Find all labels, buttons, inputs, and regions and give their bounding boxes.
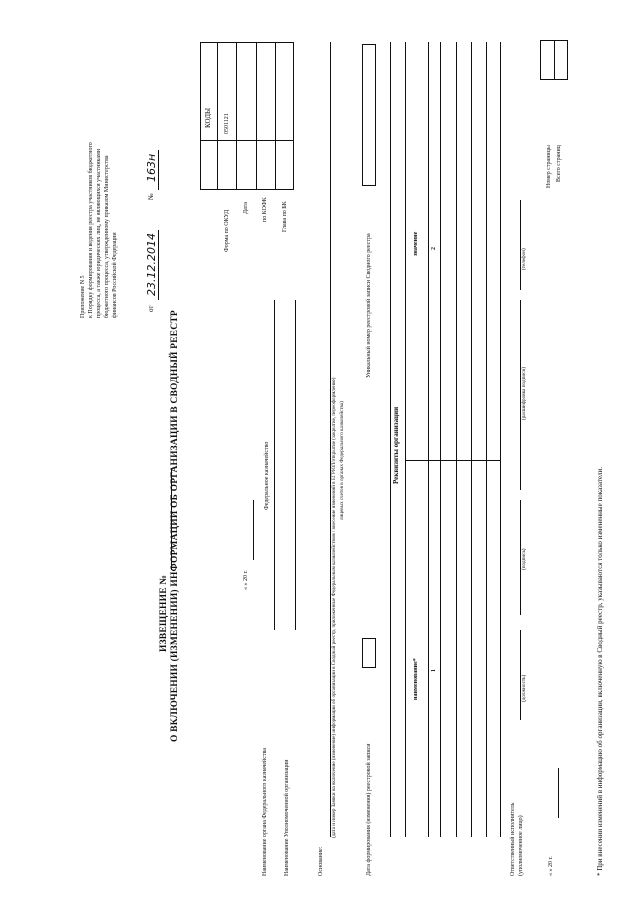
unique-number-label: Уникальный номер реестровой записи Сводного реестра xyxy=(366,233,372,378)
sig-signature: (подпись) xyxy=(521,548,527,570)
basis-label: Основание: xyxy=(318,846,324,876)
okud-label: Форма по ОКУД xyxy=(224,209,230,252)
basis-caption-1: (дата и номер Заявки на включение (изменение) информации об организации в Сводный реестр, приложенные Федеральным казначейством / внесение изменений в ЕГРЮЛ/открытие (закрытие, переоформление) xyxy=(331,377,337,838)
bottom-date: « » 20 г. xyxy=(548,856,554,876)
basis-caption-2: лицевых счетов в органах Федерального казначейства) xyxy=(339,401,345,520)
date-blank-underline xyxy=(253,500,254,560)
header-note-5: финансов Российской Федерации xyxy=(112,232,118,318)
table-group-header: Реквизиты организации xyxy=(392,406,400,484)
responsible-label-2: (уполномоченное лицо) xyxy=(518,815,524,876)
codes-box xyxy=(200,42,294,190)
date-blank: « » 20 г. xyxy=(243,570,249,590)
page-number-label: Номер страницы xyxy=(546,145,552,188)
responsible-label-1: Ответственный исполнитель xyxy=(510,802,516,876)
page-title-number: ИЗВЕЩЕНИЕ № xyxy=(159,574,169,652)
table-line-row-3 xyxy=(486,42,487,837)
page-number-divider xyxy=(554,40,555,80)
codes-row-divider-4 xyxy=(275,42,276,190)
date-underline xyxy=(158,230,159,300)
table-line-top xyxy=(390,42,391,837)
okud-value: 0501121 xyxy=(224,113,230,134)
codes-header-divider xyxy=(200,140,294,141)
table-line-row-2 xyxy=(471,42,472,837)
authorized-org-underline xyxy=(295,300,296,630)
record-date-label: Дата формирования (изменения) реестровой записи xyxy=(366,743,372,876)
codes-row-divider-1 xyxy=(217,42,218,190)
unique-number-box xyxy=(362,44,376,186)
header-note-2: к Порядку формирования и ведения реестра участников бюджетного xyxy=(88,142,94,318)
codes-row-divider-2 xyxy=(236,42,237,190)
sig-position: (должность) xyxy=(521,674,527,702)
number-value: 163н xyxy=(145,153,158,182)
table-column-divider xyxy=(405,460,500,461)
kofk-label: по КОФК xyxy=(262,197,268,222)
number-underline xyxy=(158,150,159,190)
footnote: * При внесении изменений в информацию об организации, включенную в Сводный реестр, указываются только измененные показатели. xyxy=(596,467,604,876)
record-date-box xyxy=(362,638,376,668)
fk-org-value: Федеральное казначейство xyxy=(264,441,270,510)
number-prefix: № xyxy=(147,193,155,200)
sig-phone: (телефон) xyxy=(521,248,527,270)
date-prefix: от xyxy=(147,305,155,312)
sig-decoding: (расшифровка подписи) xyxy=(521,367,527,420)
date-label: Дата xyxy=(243,202,249,214)
codes-header: КОДЫ xyxy=(204,107,212,128)
table-num-1: 1 xyxy=(431,669,437,672)
table-line-headers xyxy=(428,42,429,837)
authorized-org-label: Наименование Уполномоченной организации xyxy=(284,759,290,876)
page-title: О ВКЛЮЧЕНИИ (ИЗМЕНЕНИИ) ИНФОРМАЦИИ ОБ ОРГАНИЗАЦИИ В СВОДНЫЙ РЕЕСТР xyxy=(170,310,180,742)
table-col-value: значение xyxy=(413,231,419,256)
table-line-group xyxy=(405,42,406,837)
glava-label: Глава по БК xyxy=(282,201,288,232)
table-line-row-1 xyxy=(456,42,457,837)
table-col-name: наименование* xyxy=(413,658,419,700)
codes-row-divider-3 xyxy=(256,42,257,190)
header-note-3: процесса, а также юридических лиц, не являющихся участниками xyxy=(96,148,102,318)
phone-underline xyxy=(520,200,521,290)
total-pages-label: Всего страниц xyxy=(556,145,562,182)
header-note-4: бюджетного процесса, утвержденному приказом Министерства xyxy=(104,155,110,318)
table-num-2: 2 xyxy=(431,247,437,250)
table-line-bottom xyxy=(500,42,501,837)
fk-org-underline xyxy=(274,300,275,630)
date-value: 23.12.2014 xyxy=(145,233,158,296)
bottom-date-underline xyxy=(558,768,559,818)
header-note-1: Приложение N 5 xyxy=(80,275,86,318)
fk-org-label: Наименование органа Федерального казначейства xyxy=(262,748,268,876)
table-line-nums xyxy=(440,42,441,837)
